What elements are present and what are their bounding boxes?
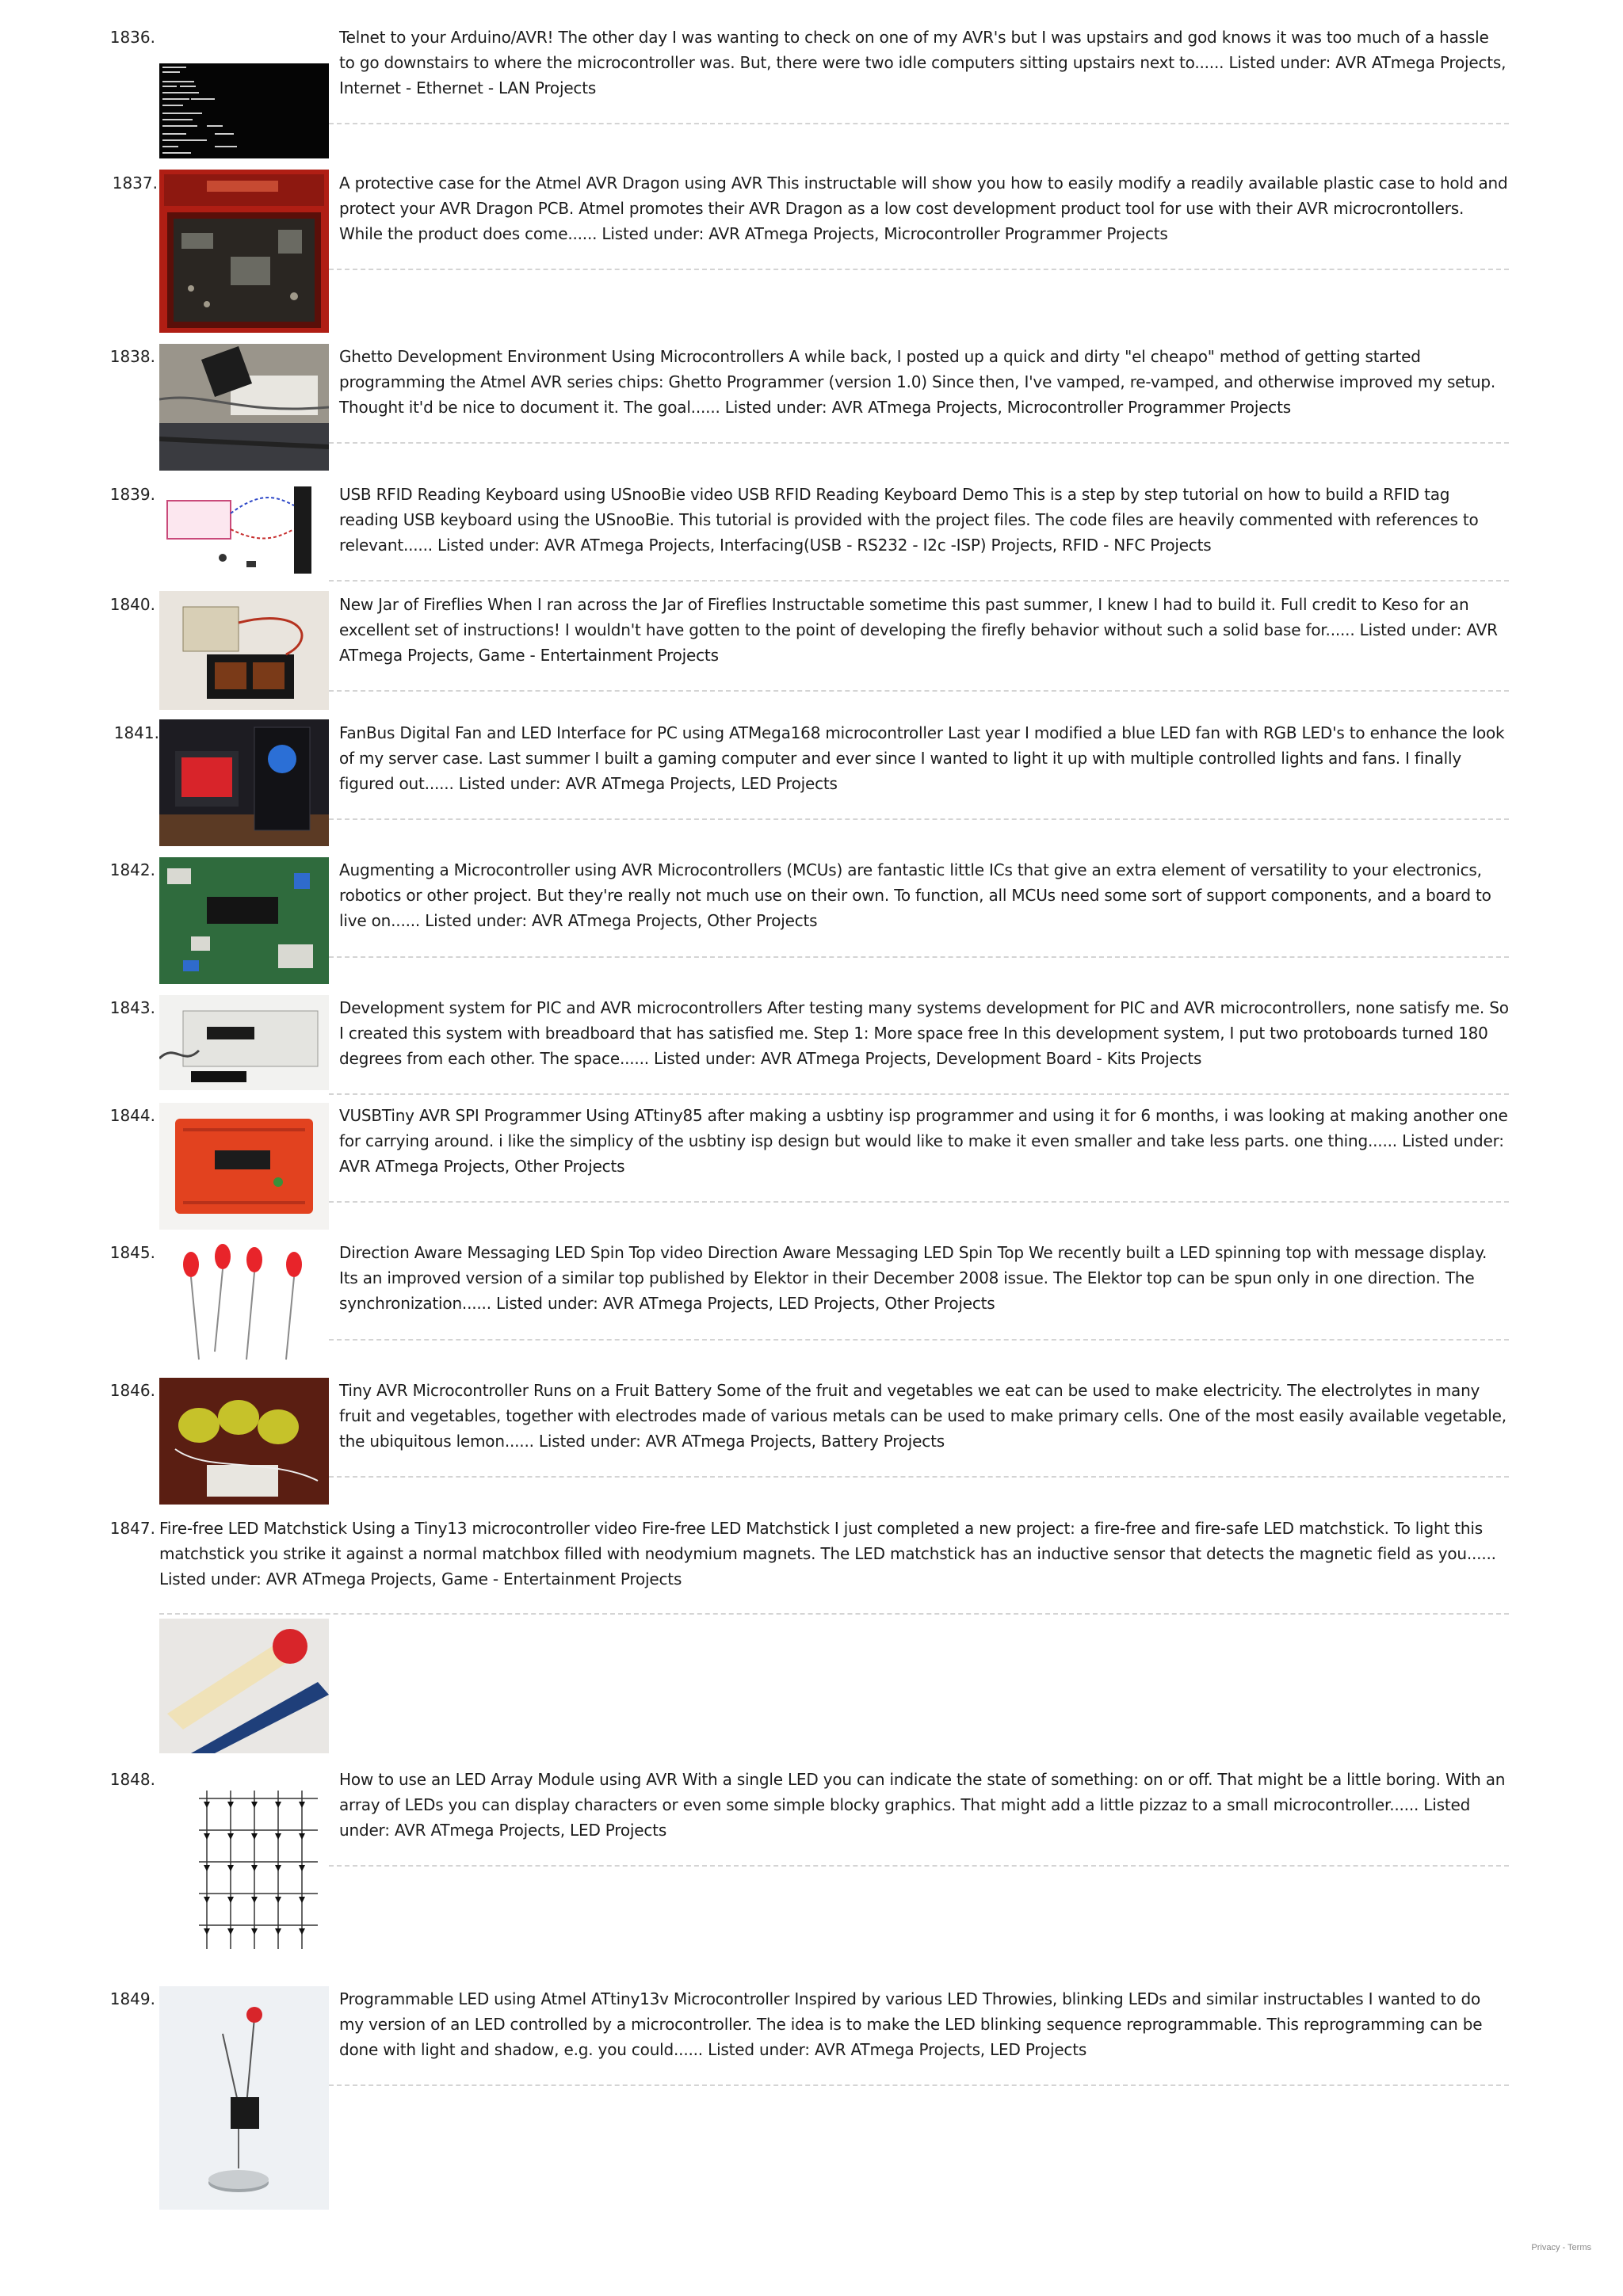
item-thumbnail[interactable]: [159, 1378, 329, 1505]
item-description[interactable]: VUSBTiny AVR SPI Programmer Using ATtiny85 after making a usbtiny isp programmer and using it for 6 months, i was looking at making another one for carrying around. i like the simplicy of the usbtiny isp design but would like to make it even smaller and take less parts. one thing...... Listed under: AVR ATmega Projects, Other Projects: [339, 1106, 1508, 1176]
item-separator: [329, 1093, 1509, 1095]
red-leds-image: [159, 1241, 329, 1367]
item-description[interactable]: USB RFID Reading Keyboard using USnooBie video USB RFID Reading Keyboard Demo This is a step by step tutorial on how to build a RFID tag reading USB keyboard using the USnooBie. This tutorial is provided with the project files. The code files are heavily commented with references to relevant...... Listed under: AVR ATmega Projects, Interfacing(USB - RS232 - I2c -ISP) Projects, RFID - NFC Projects: [339, 485, 1479, 555]
item-description[interactable]: Ghetto Development Environment Using Microcontrollers A while back, I posted up a quick and dirty "el cheapo" method of getting started programming the Atmel AVR series chips: Ghetto Programmer (version 1.0) Since then, I've vamped, re-vamped, and otherwise improved my setup. Thought it'd be nice to document it. The goal...... Listed under: AVR ATmega Projects, Microcontroller Programmer Projects: [339, 347, 1496, 417]
terms-link[interactable]: Terms: [1568, 2243, 1591, 2252]
white-dev-board-image: [159, 995, 329, 1090]
item-thumbnail[interactable]: [159, 1767, 329, 1973]
item-thumbnail[interactable]: [159, 1619, 329, 1753]
item-number: 1845.: [109, 1243, 155, 1262]
item-thumbnail[interactable]: [159, 719, 329, 846]
item-thumbnail[interactable]: [159, 591, 329, 710]
item-description[interactable]: A protective case for the Atmel AVR Dragon using AVR This instructable will show you how to easily modify a readily available plastic case to hold and protect your AVR Dragon PCB. Atmel promotes their AVR Dragon as a low cost development product tool for use with their AVR microcrontollers. While the product does come...... Listed under: AVR ATmega Projects, Microcontroller Programmer Projects: [339, 174, 1508, 243]
item-separator: [329, 123, 1509, 124]
green-pcb-image: [159, 857, 329, 984]
item-number: 1848.: [109, 1770, 155, 1789]
coin-cell-led-image: [159, 1986, 329, 2210]
item-separator: [329, 1339, 1509, 1341]
lemon-battery-image: [159, 1378, 329, 1505]
item-thumbnail[interactable]: [159, 1103, 329, 1230]
item-number: 1843.: [109, 998, 155, 1017]
item-thumbnail[interactable]: [159, 170, 329, 333]
item-number: 1836.: [109, 28, 155, 47]
item-description[interactable]: Tiny AVR Microcontroller Runs on a Fruit Battery Some of the fruit and vegetables we eat can be used to make electricity. The electrolytes in many fruit and vegetables, together with electrodes made of various metals can be used to make primary cells. One of the most easily available vegetable, the ubiquitous lemon...... Listed under: AVR ATmega Projects, Battery Projects: [339, 1381, 1507, 1451]
item-separator: [329, 1201, 1509, 1203]
item-thumbnail[interactable]: [159, 1241, 329, 1367]
item-thumbnail[interactable]: [159, 344, 329, 471]
item-description[interactable]: New Jar of Fireflies When I ran across the Jar of Fireflies Instructable sometime this past summer, I knew I had to build it. Full credit to Keso for an excellent set of instructions! I wouldn't have gotten to the point of developing the firefly behavior without such a solid base for...... Listed under: AVR ATmega Projects, Game - Entertainment Projects: [339, 595, 1498, 665]
item-description[interactable]: FanBus Digital Fan and LED Interface for PC using ATMega168 microcontroller Last year I modified a blue LED fan with RGB LED's to enhance the look of my server case. Last summer I built a gaming computer and ever since I wanted to light it up with multiple controlled lights and fans. I finally figured out...... Listed under: AVR ATmega Projects, LED Projects: [339, 723, 1505, 793]
item-number: 1839.: [109, 485, 155, 504]
battery-holder-image: [159, 591, 329, 710]
orange-breadboard-image: [159, 1103, 329, 1230]
item-separator: [329, 1865, 1509, 1867]
item-description[interactable]: Fire-free LED Matchstick Using a Tiny13 microcontroller video Fire-free LED Matchstick I just completed a new project: a fire-free and fire-safe LED matchstick. To light this matchstick you strike it against a normal matchbox filled with neodymium magnets. The LED matchstick has an inductive sensor that detects the magnetic field as you...... Listed under: AVR ATmega Projects, Game - Entertainment Projects: [159, 1519, 1496, 1589]
item-number: 1849.: [109, 1989, 155, 2008]
red-case-image: [159, 170, 329, 333]
item-number: 1841.: [113, 723, 159, 742]
matchstick-image: [159, 1619, 329, 1753]
item-thumbnail[interactable]: [159, 482, 329, 583]
footer-links: [1531, 2243, 1591, 2252]
item-thumbnail[interactable]: [159, 63, 329, 158]
item-number: 1840.: [109, 595, 155, 614]
item-description[interactable]: Direction Aware Messaging LED Spin Top video Direction Aware Messaging LED Spin Top We recently built a LED spinning top with message display. Its an improved version of a similar top published by Elektor in their December 2008 issue. The Elektor top can be spun only in one direction. The synchronization...... Listed under: AVR ATmega Projects, LED Projects, Other Projects: [339, 1243, 1487, 1313]
item-description[interactable]: Programmable LED using Atmel ATtiny13v Microcontroller Inspired by various LED Throwies, blinking LEDs and similar instructables I wanted to do my version of an LED controlled by a microcontroller. The idea is to make the LED blinking sequence reprogrammable. This reprogramming can be done with light and shadow, e.g. you could...... Listed under: AVR ATmega Projects, LED Projects: [339, 1989, 1483, 2059]
item-description[interactable]: Augmenting a Microcontroller using AVR Microcontrollers (MCUs) are fantastic little ICs that give an extra element of versatility to your electronics, robotics or other project. But they're really not much use on their own. To function, all MCUs need some sort of support components, and a board to live on...... Listed under: AVR ATmega Projects, Other Projects: [339, 860, 1491, 930]
breadboard-setup-image: [159, 344, 329, 471]
rfid-diagram-image: [159, 482, 329, 583]
item-separator: [329, 269, 1509, 270]
item-number: 1842.: [109, 860, 155, 879]
led-matrix-schematic-image: [159, 1767, 329, 1973]
item-number: 1846.: [109, 1381, 155, 1400]
item-separator: [329, 580, 1509, 582]
item-number: 1837.: [112, 174, 158, 193]
item-thumbnail[interactable]: [159, 1986, 329, 2210]
item-description[interactable]: Telnet to your Arduino/AVR! The other day I was wanting to check on one of my AVR's but I was upstairs and god knows it was too much of a hassle to go downstairs to where the microcontroller was. But, there were two idle computers sitting upstairs next to...... Listed under: AVR ATmega Projects, Internet - Ethernet - LAN Projects: [339, 28, 1507, 97]
pc-tower-image: [159, 719, 329, 846]
item-separator: [329, 818, 1509, 820]
item-description[interactable]: How to use an LED Array Module using AVR With a single LED you can indicate the state of something: on or off. That might be a little boring. With an array of LEDs you can display characters or even some simple blocky graphics. That might add a little pizzaz to a small microcontroller...... Listed under: AVR ATmega Projects, LED Projects: [339, 1770, 1506, 1840]
item-separator: [159, 1613, 1509, 1615]
item-separator: [329, 442, 1509, 444]
item-description[interactable]: Development system for PIC and AVR microcontrollers After testing many systems development for PIC and AVR microcontrollers, none satisfy me. So I created this system with breadboard that has satisfied me. Step 1: More space free In this development system, I put two protoboards turned 180 degrees from each other. The space...... Listed under: AVR ATmega Projects, Development Board - Kits Projects: [339, 998, 1509, 1068]
item-separator: [329, 2084, 1509, 2086]
item-number: 1838.: [109, 347, 155, 366]
footer-separator: -: [1562, 2243, 1566, 2252]
item-separator: [329, 1476, 1509, 1478]
item-thumbnail[interactable]: [159, 995, 329, 1090]
item-number: 1844.: [109, 1106, 155, 1125]
item-separator: [329, 690, 1509, 692]
item-number: 1847.: [109, 1519, 155, 1538]
terminal-screen-image: [159, 63, 329, 158]
privacy-link[interactable]: Privacy: [1531, 2243, 1560, 2252]
item-thumbnail[interactable]: [159, 857, 329, 984]
item-separator: [329, 956, 1509, 958]
